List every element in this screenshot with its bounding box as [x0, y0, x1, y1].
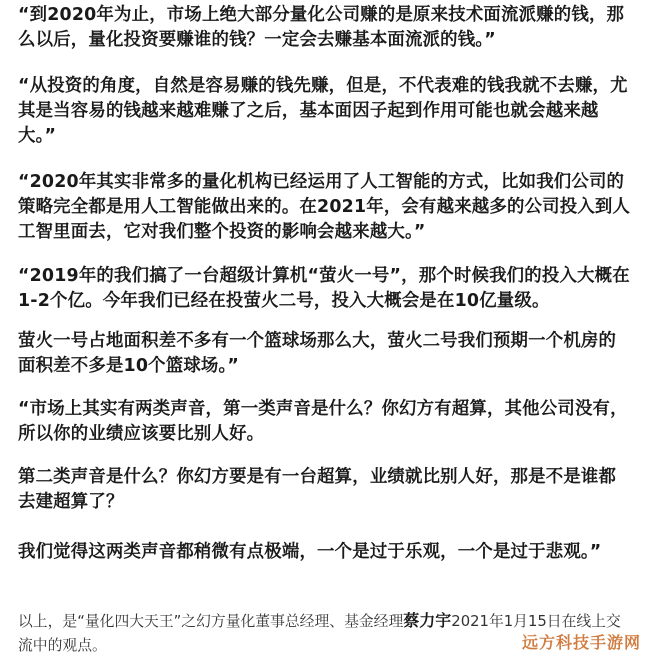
- paragraph-6: “市场上其实有两类声音，第一类声音是什么？你幻方有超算，其他公司没有，所以你的业绩应该要比别人好。: [18, 399, 628, 444]
- paragraph-1: “到2020年为止，市场上绝大部分量化公司赚的是原来技术面流派赚的钱，那么以后，量化投资要赚谁的钱？一定会去赚基本面流派的钱。”: [18, 5, 625, 50]
- paragraph-8: 我们觉得这两类声音都稍微有点极端，一个是过于乐观，一个是过于悲观。”: [18, 542, 602, 562]
- paragraph-2: “从投资的角度，自然是容易赚的钱先赚，但是，不代表难的钱我就不去赚，尤其是当容易的钱越来越难赚了之后，基本面因子起到作用可能也就会越来越大。”: [18, 76, 628, 146]
- source-person-name: 蔡力宇: [403, 611, 452, 630]
- paragraph-7: 第二类声音是什么？你幻方要是有一台超算，业绩就比别人好，那是不是谁都去建超算了？: [18, 467, 617, 512]
- paragraph-3: “2020年其实非常多的量化机构已经运用了人工智能的方式，比如我们公司的策略完全都是用人工智能做出来的。在2021年，会有越来越多的公司投入到人工智里面去，它对我们整个投资的影响会越来越大。”: [18, 172, 631, 242]
- site-watermark: 远方科技手游网: [521, 633, 641, 652]
- paragraph-4: “2019年的我们搞了一台超级计算机“萤火一号”，那个时候我们的投入大概在1-2个亿。今年我们已经在投萤火二号，投入大概会是在10亿量级。: [18, 266, 630, 311]
- source-note-prefix: 以上，是“量化四大天王”之幻方量化董事总经理、基金经理: [18, 613, 404, 630]
- source-note-suffix: 2021年1月15日在线上交流中的观点。: [18, 613, 621, 654]
- paragraph-5: 萤火一号占地面积差不多有一个篮球场那么大，萤火二号我们预期一个机房的面积差不多是10个篮球场。”: [18, 331, 617, 376]
